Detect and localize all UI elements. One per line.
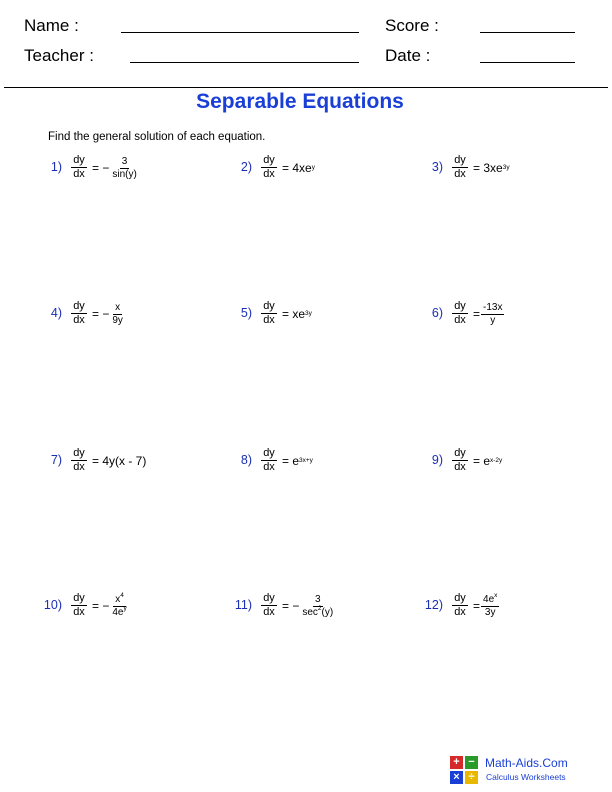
derivative-lhs: dy dx bbox=[261, 154, 277, 180]
derivative-lhs: dy dx bbox=[261, 447, 277, 473]
derivative-lhs: dy dx bbox=[261, 592, 277, 618]
derivative-lhs: dy dx bbox=[71, 300, 87, 326]
worksheet-title: Separable Equations bbox=[196, 90, 404, 113]
derivative-lhs: dy dx bbox=[71, 154, 87, 180]
derivative-lhs: dy dx bbox=[452, 592, 468, 618]
math-aids-logo-icon bbox=[450, 756, 478, 784]
problem-number: 6) bbox=[431, 306, 443, 320]
equation-rhs: = 3xe 3y bbox=[473, 161, 510, 175]
derivative-lhs: dy dx bbox=[452, 154, 468, 180]
problem-number: 12) bbox=[424, 598, 443, 612]
equation-rhs: = e x-2y bbox=[473, 454, 503, 468]
problem-number: 9) bbox=[431, 453, 443, 467]
teacher-label: Teacher : bbox=[24, 46, 94, 65]
score-field[interactable] bbox=[480, 32, 575, 33]
equation-rhs: = 4xe y bbox=[282, 161, 315, 175]
score-label: Score : bbox=[385, 16, 439, 35]
derivative-lhs: dy dx bbox=[452, 300, 468, 326]
instructions: Find the general solution of each equation. bbox=[48, 131, 266, 143]
logo-divide: ÷ bbox=[465, 771, 478, 784]
problem-number: 11) bbox=[234, 598, 252, 612]
equation-rhs: = − $\frac{3}{\sin(y)}$ bbox=[92, 155, 137, 180]
logo-minus: − bbox=[465, 756, 478, 769]
brand-subtitle: Calculus Worksheets bbox=[486, 772, 566, 782]
equation-rhs: = − $\frac{x^4}{4e^y}$ bbox=[92, 591, 127, 618]
problem-number: 8) bbox=[240, 453, 252, 467]
derivative-lhs: dy dx bbox=[452, 447, 468, 473]
derivative-lhs: dy dx bbox=[71, 592, 87, 618]
problem-number: 4) bbox=[50, 306, 62, 320]
logo-times: × bbox=[450, 771, 463, 784]
equation-rhs: = xe 3y bbox=[282, 307, 312, 321]
name-label: Name : bbox=[24, 16, 79, 35]
logo-plus: + bbox=[450, 756, 463, 769]
brand-name: Math-Aids.Com bbox=[485, 756, 568, 770]
problem-number: 5) bbox=[240, 306, 252, 320]
problem-number: 3) bbox=[431, 160, 443, 174]
derivative-lhs: dy dx bbox=[71, 447, 87, 473]
derivative-lhs: dy dx bbox=[261, 300, 277, 326]
problem-number: 1) bbox=[50, 160, 62, 174]
teacher-field[interactable] bbox=[130, 62, 359, 63]
date-field[interactable] bbox=[480, 62, 575, 63]
equation-rhs: = 4y(x - 7) bbox=[92, 454, 147, 468]
problem-number: 7) bbox=[50, 453, 62, 467]
equation-rhs: = − $\frac{x}{9y}$ bbox=[92, 301, 123, 326]
date-label: Date : bbox=[385, 46, 431, 65]
name-field[interactable] bbox=[121, 32, 359, 33]
equation-rhs: = − $\frac{3}{\sec^2(y)}$ bbox=[282, 593, 334, 618]
header-divider bbox=[4, 87, 608, 88]
equation-rhs: = $\frac{4e^x}{3y}$ bbox=[473, 591, 498, 618]
equation-rhs: = e 3x+y bbox=[282, 454, 313, 468]
problem-number: 2) bbox=[240, 160, 252, 174]
problem-number: 10) bbox=[43, 598, 62, 612]
equation-rhs: = $\frac{-13x}{y}$ bbox=[473, 301, 503, 326]
